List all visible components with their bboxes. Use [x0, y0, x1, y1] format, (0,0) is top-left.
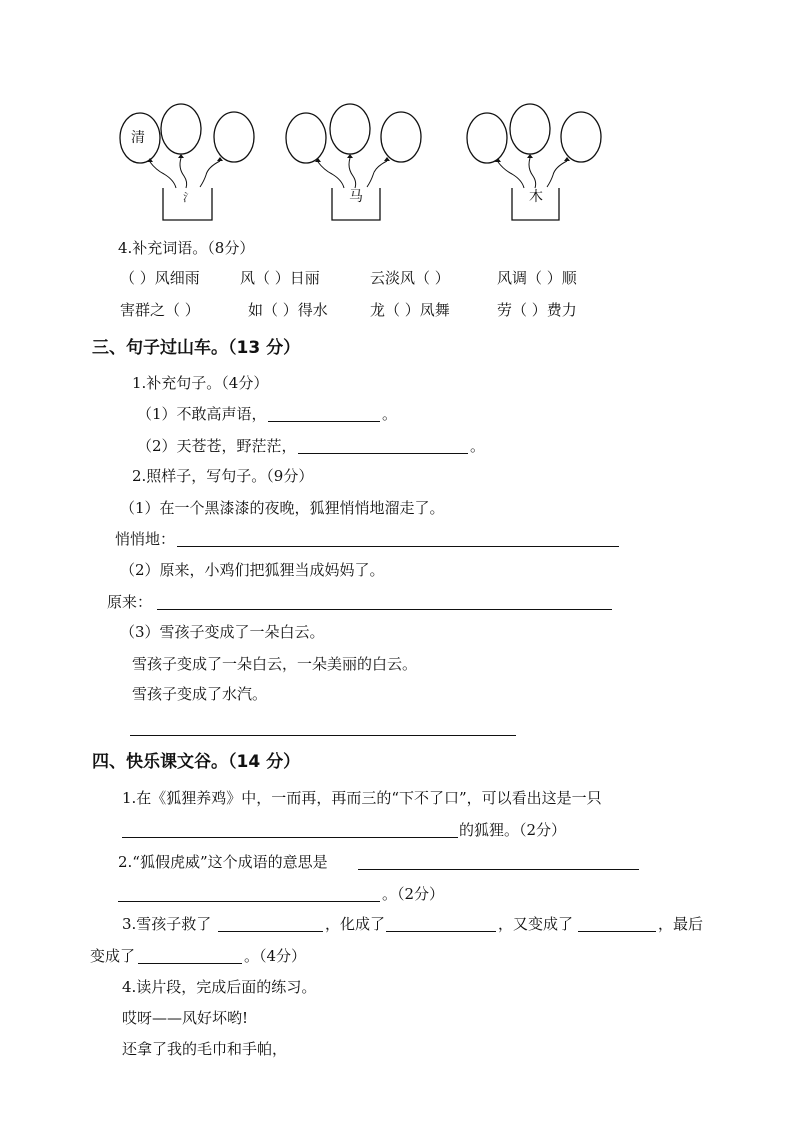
punctuation: 。: [382, 405, 398, 423]
example-sentence: （3）雪孩子变成了一朵白云。: [120, 623, 325, 641]
balloon: [286, 113, 326, 163]
balloon: [561, 112, 601, 162]
question-text: 3.雪孩子救了: [122, 915, 212, 933]
answer-line[interactable]: [138, 963, 242, 964]
question-text: 1.在《狐狸养鸡》中，一而再，再而三的“下不了口”，可以看出这是一只: [122, 789, 602, 807]
sentence-prompt: 雪孩子变成了水汽。: [132, 685, 268, 703]
answer-line[interactable]: [268, 421, 380, 422]
word-item: 害群之（ ）: [120, 301, 200, 319]
word-item: （ ）风细雨: [120, 269, 200, 287]
example-sentence: （1）在一个黑漆漆的夜晚，狐狸悄悄地溜走了。: [120, 499, 445, 517]
punctuation: 。: [470, 437, 486, 455]
balloon: [467, 113, 507, 163]
question-title: 4.读片段，完成后面的练习。: [122, 978, 317, 996]
question-title: 2.照样子，写句子。（9分）: [132, 467, 314, 485]
balloon-char: 清: [131, 130, 145, 146]
sentence-prompt: （1）不敢高声语，: [137, 405, 267, 423]
balloon: [161, 104, 201, 154]
word-item: 风（ ）日丽: [240, 269, 320, 287]
sample-sentence: 雪孩子变成了一朵白云，一朵美丽的白云。: [132, 655, 418, 673]
word-item: 龙（ ）凤舞: [370, 301, 450, 319]
radical-label: 木: [529, 189, 543, 205]
answer-label: 原来：: [107, 593, 153, 611]
question-text: ，最后: [658, 915, 704, 933]
question-text: 。（4分）: [244, 947, 307, 965]
balloon-figure: [0, 0, 794, 230]
answer-line[interactable]: [578, 931, 656, 932]
answer-line[interactable]: [157, 609, 612, 610]
word-item: 云淡风（ ）: [370, 269, 450, 287]
answer-line[interactable]: [177, 546, 619, 547]
balloon: [214, 112, 254, 162]
word-item: 如（ ）得水: [248, 301, 328, 319]
answer-line[interactable]: [218, 931, 323, 932]
balloon-group-3: [467, 104, 601, 220]
answer-line[interactable]: [118, 901, 380, 902]
sentence-prompt: （2）天苍苍，野茫茫，: [137, 437, 297, 455]
balloon: [330, 104, 370, 154]
question-text: ，又变成了: [498, 915, 574, 933]
balloon-group-2: [286, 104, 421, 220]
balloon: [510, 104, 550, 154]
word-item: 风调（ ）顺: [497, 269, 577, 287]
question-title: 1.补充句子。（4分）: [132, 374, 269, 392]
answer-line[interactable]: [386, 931, 496, 932]
radical-label: 马: [349, 189, 363, 205]
answer-line[interactable]: [130, 735, 516, 736]
balloon: [381, 112, 421, 162]
answer-line[interactable]: [298, 453, 468, 454]
section-heading: 四、快乐课文谷。（14 分）: [92, 752, 301, 772]
section-heading: 三、句子过山车。（13 分）: [92, 338, 301, 358]
answer-line[interactable]: [358, 869, 639, 870]
example-sentence: （2）原来，小鸡们把狐狸当成妈妈了。: [120, 561, 385, 579]
answer-line[interactable]: [122, 837, 458, 838]
question-text: 。（2分）: [382, 885, 445, 903]
q4-title: 4.补充词语。（8分）: [118, 239, 255, 257]
poem-line: 哎呀——风好坏哟!: [122, 1009, 249, 1027]
question-text: 的狐狸。（2分）: [459, 821, 567, 839]
poem-line: 还拿了我的毛巾和手帕，: [122, 1040, 288, 1058]
answer-label: 悄悄地：: [115, 530, 176, 548]
question-text: 变成了: [90, 947, 136, 965]
question-text: 2.“狐假虎威”这个成语的意思是: [118, 853, 328, 871]
question-text: ，化成了: [325, 915, 386, 933]
balloon-group-1: [120, 104, 254, 220]
radical-label: 氵: [183, 191, 194, 204]
word-item: 劳（ ）费力: [497, 301, 577, 319]
